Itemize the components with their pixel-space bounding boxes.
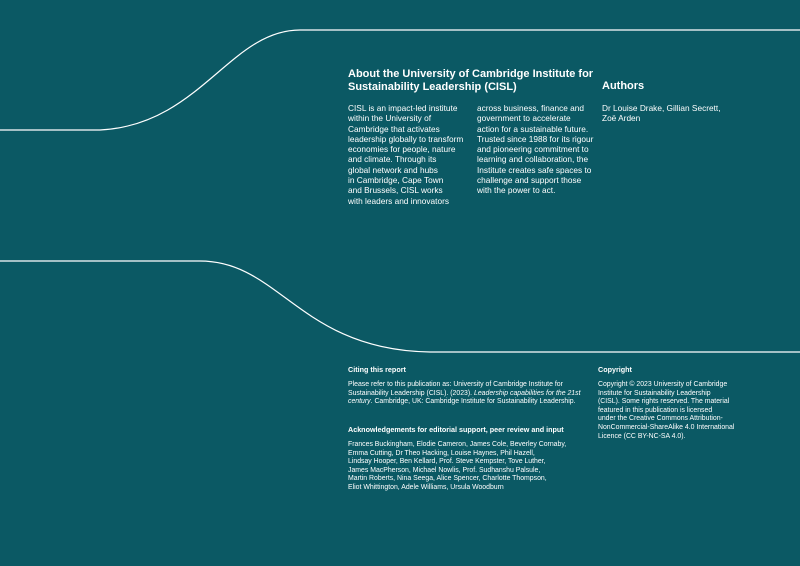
- citing-prefix: Please refer to this publication as: University of Cambridge Institute for Sustainability Leadership (CISL). (2023).: [348, 381, 563, 397]
- acknowledgements-title: Acknowledgements for editorial support, peer review and input: [348, 425, 564, 434]
- about-text-column-2: across business, finance and government to accelerate action for a sustainable future. Trusted since 1988 for its rigour and pioneering commitment to learning and collaboration, the Institute creates safe spaces to challenge and support those with the power to act.: [477, 103, 594, 196]
- citing-suffix: . Cambridge, UK: Cambridge Institute for Sustainability Leadership.: [370, 398, 576, 406]
- copyright-title: Copyright: [598, 365, 632, 374]
- authors-names: Dr Louise Drake, Gillian Secrett, Zoë Arden: [602, 103, 721, 124]
- citing-title: Citing this report: [348, 365, 406, 374]
- lower-curve: [0, 261, 800, 352]
- about-title: About the University of Cambridge Institute for Sustainability Leadership (CISL): [348, 68, 594, 93]
- authors-title: Authors: [602, 80, 645, 92]
- citing-report-title: Leadership capabilities for the 21st century: [348, 389, 581, 406]
- acknowledgements-names: Frances Buckingham, Elodie Cameron, James Cole, Beverley Cornaby, Emma Cutting, Dr Theo Hacking, Louise Haynes, Phil Hazell, Lindsay Hooper, Ben Kellard, Prof. Steve Kempster, Tove Luther, James MacPherson, Michael Nowlis, Prof. Sudhanshu Palsule, Martin Roberts, Nina Seega, Alice Spencer, Charlotte Thompson, Eliot Whittington, Adele Williams, Ursula Woodburn: [348, 441, 567, 491]
- copyright-text: Copyright © 2023 University of Cambridge Institute for Sustainability Leadership (CISL). Some rights reserved. The material featured in this publication is licensed under the Creative Commons Attribution- NonCommercial-ShareAlike 4.0 International Licence (CC BY-NC-SA 4.0).: [598, 381, 735, 440]
- citing-text: [348, 381, 588, 407]
- about-text-column-1: CISL is an impact-led institute within the University of Cambridge that activates leadership globally to transform economies for people, nature and climate. Through its global network and hubs in Cambridge, Cape Town and Brussels, CISL works with leaders and innovators: [348, 103, 464, 206]
